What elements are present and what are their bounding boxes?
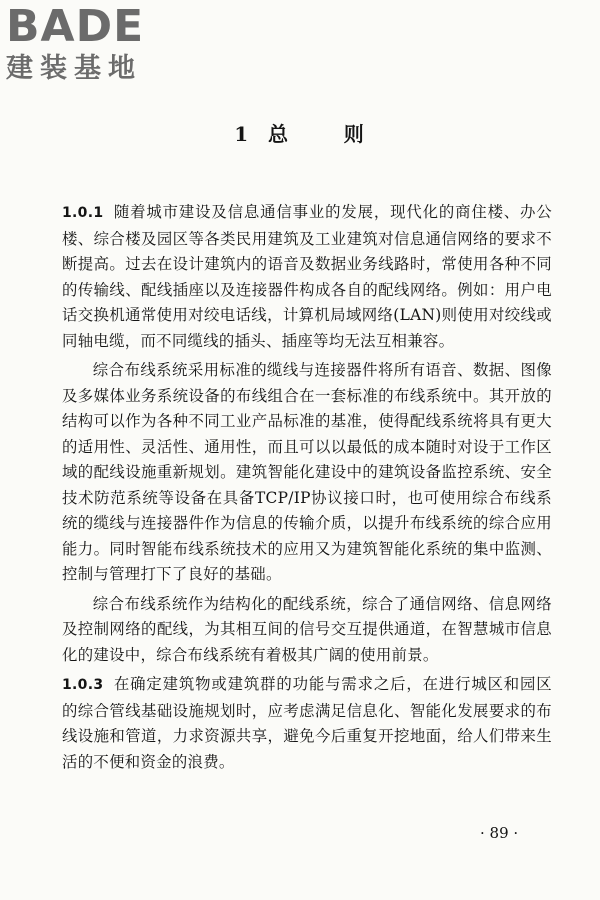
bade-logo	[6, 1, 178, 86]
paragraph-text: 综合布线系统采用标准的缆线与连接器件将所有语音、数据、图像及多媒体业务系统设备的布线组合在一套标准的布线系统中。其开放的结构可以作为各种不同工业产品标准的基准，使得配线系统将具有更大的适用性、灵活性、通用性，而且可以以最低的成本随时对设于工作区域的配线设施重新规划。建筑智能化建设中的建筑设备监控系统、安全技术防范系统等设备在具备TCP/IP协议接口时，也可使用综合布线系统的缆线与连接器件作为信息的传输介质，以提升布线系统的综合应用能力。同时智能布线系统技术的应用又为建筑智能化系统的集中监测、控制与管理打下了良好的基础。	[62, 361, 552, 583]
clause-text: 在确定建筑物或建筑群的功能与需求之后，在进行城区和园区的综合管线基础设施规划时，应考虑满足信息化、智能化发展要求的布线设施和管道，力求资源共享，避免今后重复开挖地面，给人们带来生活的不便和资金的浪费。	[62, 675, 552, 771]
clause-number: 1.0.1	[62, 205, 104, 221]
document-body	[62, 200, 552, 779]
clause-number: 1.0.3	[62, 677, 104, 693]
clause-1-0-1	[62, 200, 552, 354]
body-paragraph	[62, 358, 552, 588]
chapter-title: 1 总 则	[234, 122, 366, 146]
body-paragraph	[62, 592, 552, 669]
clause-text: 随着城市建设及信息通信事业的发展，现代化的商住楼、办公楼、综合楼及园区等各类民用建筑及工业建筑对信息通信网络的要求不断提高。过去在设计建筑内的语音及数据业务线路时，常使用各种不同的传输线、配线插座以及连接器件构成各自的配线网络。例如：用户电话交换机通常使用对绞电话线，计算机局域网络(LAN)则使用对绞线或同轴电缆，而不同缆线的插头、插座等均无法互相兼容。	[62, 203, 552, 350]
page-number: · 89 ·	[480, 824, 519, 842]
logo-wordmark: BADE	[6, 1, 145, 52]
paragraph-text: 综合布线系统作为结构化的配线系统，综合了通信网络、信息网络及控制网络的配线，为其相互间的信号交互提供通道，在智慧城市信息化的建设中，综合布线系统有着极其广阔的使用前景。	[62, 594, 552, 664]
logo-subtitle: 建装基地	[6, 53, 142, 84]
clause-1-0-3	[62, 672, 552, 775]
